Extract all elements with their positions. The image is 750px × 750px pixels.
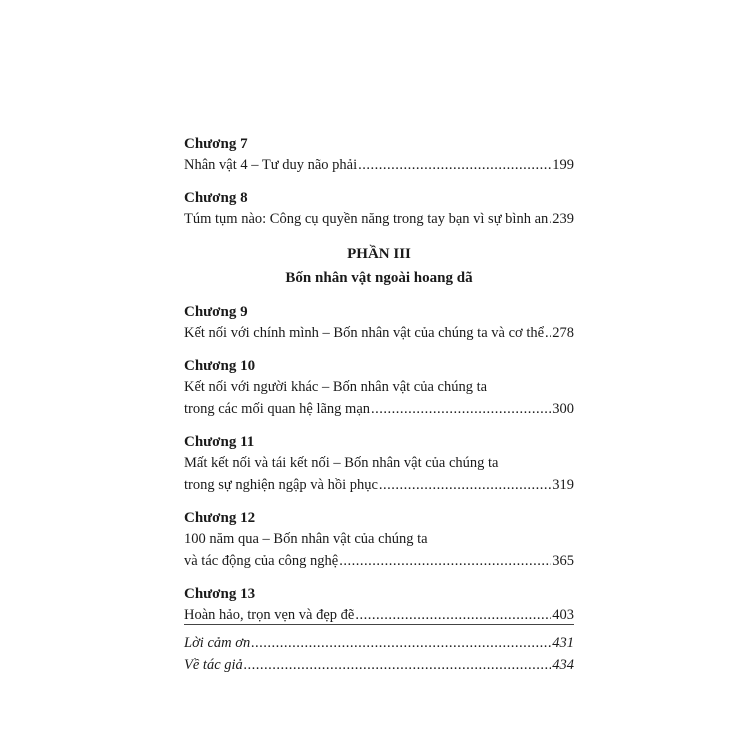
- chapter-7-title: Nhân vật 4 – Tư duy não phải: [184, 157, 358, 173]
- chapter-10-page: 300: [552, 401, 574, 417]
- table-of-contents: [184, 134, 574, 626]
- leader-dots: [545, 322, 551, 344]
- chapter-7-page: 199: [552, 157, 574, 173]
- chapter-12-title-line-2: và tác động của công nghệ: [184, 553, 339, 569]
- leader-dots: [251, 632, 551, 654]
- toc-chapter-10: [184, 356, 574, 420]
- section-divider: [184, 624, 574, 625]
- acknowledgements-entry: [184, 632, 574, 654]
- leader-dots: [358, 154, 551, 176]
- chapter-10-label: Chương 10: [184, 358, 256, 374]
- chapter-12-title-line-1: 100 năm qua – Bốn nhân vật của chúng ta: [184, 531, 428, 547]
- about-author-entry: [184, 654, 574, 676]
- chapter-12-label: Chương 12: [184, 510, 256, 526]
- chapter-7-label: Chương 7: [184, 136, 248, 152]
- chapter-8-entry: [184, 208, 574, 230]
- leader-dots: [371, 398, 551, 420]
- chapter-8-page: 239: [552, 211, 574, 227]
- part-3-title: Bốn nhân vật ngoài hoang dã: [285, 270, 473, 286]
- chapter-8-title: Túm tụm nào: Công cụ quyền năng trong tay bạn vì sự bình an: [184, 211, 549, 227]
- chapter-13-title: Hoàn hảo, trọn vẹn và đẹp đẽ: [184, 607, 355, 623]
- chapter-8-label: Chương 8: [184, 190, 248, 206]
- chapter-11-label: Chương 11: [184, 434, 255, 450]
- acknowledgements-title: Lời cảm ơn: [184, 635, 251, 651]
- chapter-13-page: 403: [552, 607, 574, 623]
- chapter-10-title-line-2: trong các mối quan hệ lãng mạn: [184, 401, 371, 417]
- chapter-9-label: Chương 9: [184, 304, 248, 320]
- chapter-12-entry: [184, 550, 574, 572]
- chapter-9-title: Kết nối với chính mình – Bốn nhân vật của chúng ta và cơ thể: [184, 325, 545, 341]
- chapter-11-entry: [184, 474, 574, 496]
- toc-back-matter: [184, 632, 574, 676]
- leader-dots: [549, 208, 551, 230]
- toc-chapter-11: [184, 432, 574, 496]
- part-3-label: PHẦN III: [347, 246, 411, 262]
- chapter-13-entry: [184, 604, 574, 626]
- toc-chapter-12: [184, 508, 574, 572]
- toc-chapter-13: [184, 584, 574, 626]
- chapter-11-title-line-2: trong sự nghiện ngập và hồi phục: [184, 477, 378, 493]
- chapter-7-entry: [184, 154, 574, 176]
- chapter-9-page: 278: [552, 325, 574, 341]
- leader-dots: [244, 654, 551, 676]
- chapter-11-title-line-1: Mất kết nối và tái kết nối – Bốn nhân vật của chúng ta: [184, 455, 499, 471]
- toc-chapter-7: [184, 134, 574, 176]
- chapter-13-label: Chương 13: [184, 586, 256, 602]
- chapter-10-entry: [184, 398, 574, 420]
- toc-chapter-9: [184, 302, 574, 344]
- leader-dots: [339, 550, 551, 572]
- leader-dots: [355, 604, 551, 626]
- chapter-9-entry: [184, 322, 574, 344]
- acknowledgements-page: 431: [552, 635, 574, 651]
- about-author-title: Về tác giả: [184, 657, 243, 673]
- chapter-10-title-line-1: Kết nối với người khác – Bốn nhân vật của chúng ta: [184, 379, 488, 395]
- about-author-page: 434: [552, 657, 574, 673]
- leader-dots: [379, 474, 551, 496]
- chapter-11-page: 319: [552, 477, 574, 493]
- chapter-12-page: 365: [552, 553, 574, 569]
- toc-chapter-8: [184, 188, 574, 230]
